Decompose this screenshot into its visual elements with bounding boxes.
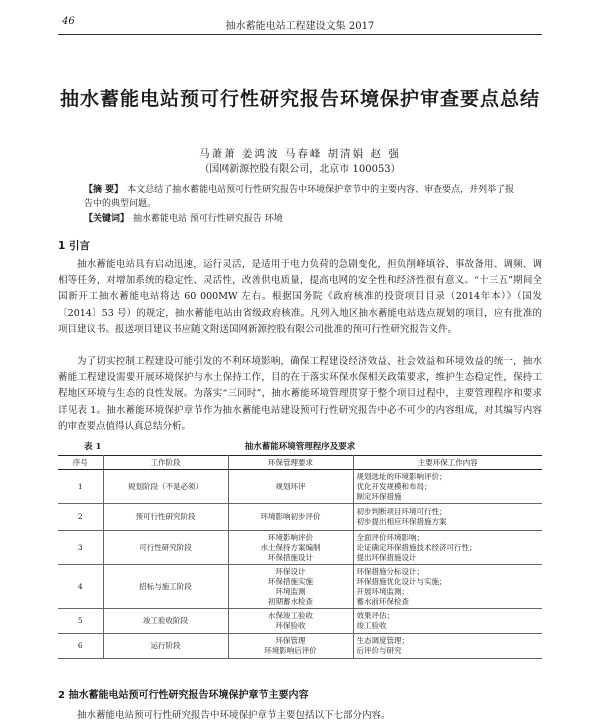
row-number: 6 — [58, 634, 103, 659]
row-stage: 预可行性研究阶段 — [103, 504, 228, 531]
row-number: 3 — [58, 531, 103, 565]
table-header-row — [58, 456, 542, 470]
row-content: 规划选址的环境影响评价； 优化开发规模和布局； 制定环保措施 — [353, 470, 542, 504]
row-content: 效果评估； 竣工验收 — [353, 609, 542, 634]
author-list: 马萧萧 姜鸿波 马春峰 胡清娟 赵 强 — [199, 148, 401, 160]
row-stage: 竣工验收阶段 — [103, 609, 228, 634]
table-row — [58, 609, 542, 634]
row-stage: 规划阶段（不是必须） — [103, 470, 228, 504]
row-content: 环保措施分标设计； 环保措施优化设计与实施； 开展环境监测； 蓄水前环保检查 — [353, 565, 542, 609]
table-header-cell: 环保管理要求 — [228, 456, 353, 470]
table-header-cell: 主要环保工作内容 — [353, 456, 542, 470]
table-header-cell: 工作阶段 — [103, 456, 228, 470]
table-row — [58, 531, 542, 565]
row-number: 4 — [58, 565, 103, 609]
row-requirement: 环保管理 环境影响后评价 — [228, 634, 353, 659]
table-row — [58, 470, 542, 504]
row-requirement: 环境影响评价 水土保持方案编制 环保措施设计 — [228, 531, 353, 565]
table-row — [58, 504, 542, 531]
table-row — [58, 634, 542, 659]
running-header — [58, 12, 542, 35]
table-title: 抽水蓄能环境管理程序及要求 — [244, 442, 356, 452]
row-number: 2 — [58, 504, 103, 531]
intro-paragraph-2: 为了切实控制工程建设可能引发的不利环境影响，确保工程建设经济效益、社会效益和环境效益的统一，抽水蓄能工程建设需要开展环境保护与水土保持工作，目的在于落实环保水保相关政策要求，维护生态稳定性，保持工程地区环境与生态的良性发展。为落实“三同时”，抽水蓄能环境管理贯穿于整个项目过程中，主要管理程序和要求详见表 1。抽水蓄能环境保护章节作为抽水蓄能电站建设预可行性研究报告中必不可少的内容组成，对其编写内容的审查要点值得认真总结分析。 — [58, 356, 542, 432]
section-2-heading: 2 抽水蓄能电站预可行性研究报告环境保护章节主要内容 — [58, 690, 309, 701]
keywords-label: 【关键词】 — [84, 214, 130, 224]
row-number: 5 — [58, 609, 103, 634]
keywords-text: 抽水蓄能电站 预可行性研究报告 环境 — [133, 214, 283, 224]
row-requirement: 环保设计 环保措施实施 环境监测 初期蓄水检查 — [228, 565, 353, 609]
row-content: 全面评价环境影响； 论证确定环保措施技术经济可行性； 提出环保措施设计 — [353, 531, 542, 565]
paper-title: 抽水蓄能电站预可行性研究报告环境保护审查要点总结 — [59, 88, 540, 110]
row-stage: 运行阶段 — [103, 634, 228, 659]
row-content: 初步判断项目环境可行性； 初步提出相应环保措施方案 — [353, 504, 542, 531]
abstract-text: 本文总结了抽水蓄能电站预可行性研究报告中环境保护章节中的主要内容、审查要点，并列举了报告中的典型问题。 — [84, 185, 515, 209]
abstract — [84, 183, 520, 211]
env-management-table — [58, 455, 542, 659]
affiliation: （国网新源控股有限公司，北京市 100053） — [199, 164, 401, 175]
journal-name: 抽水蓄能电站工程建设文集 2017 — [225, 21, 375, 32]
section-2-intro: 抽水蓄能电站预可行性研究报告中环境保护章节主要包括以下七部分内容。 — [77, 710, 391, 721]
row-stage: 可行性研究阶段 — [103, 531, 228, 565]
row-requirement: 环境影响初步评价 — [228, 504, 353, 531]
page-number: 46 — [62, 16, 75, 27]
table-header-cell: 序号 — [58, 456, 103, 470]
row-requirement: 水保竣工验收 环保验收 — [228, 609, 353, 634]
row-requirement: 规划环评 — [228, 470, 353, 504]
row-stage: 招标与施工阶段 — [103, 565, 228, 609]
row-content: 生态调度管理； 后评价与研究 — [353, 634, 542, 659]
keywords — [84, 211, 520, 224]
abstract-label: 【摘 要】 — [84, 185, 124, 195]
table-label: 表 1 — [84, 442, 102, 452]
section-1-heading: 1 引言 — [58, 240, 90, 252]
intro-paragraph-1: 抽水蓄能电站具有启动迅速，运行灵活，是适用于电力负荷的急剧变化，担负削峰填谷、事故备用、调频、调相等任务，对增加系统的稳定性、灵活性，改善供电质量，提高电网的安全性和经济性很有意义。“十三五”期间全国新开工抽水蓄能电站将达 60 000MW 左右。根据国务院《政府核准的投资项目目录（2014年本）》（国发〔2014〕53 号）的规定，抽水蓄能电站由省级政府核准。凡列入地区抽水蓄能电站选点规划的项目，应有批准的项目建议书。报送项目建议书应随文附送国网新源控股有限公司批准的预可行性研究报告文件。 — [58, 259, 542, 335]
table-row — [58, 565, 542, 609]
row-number: 1 — [58, 470, 103, 504]
